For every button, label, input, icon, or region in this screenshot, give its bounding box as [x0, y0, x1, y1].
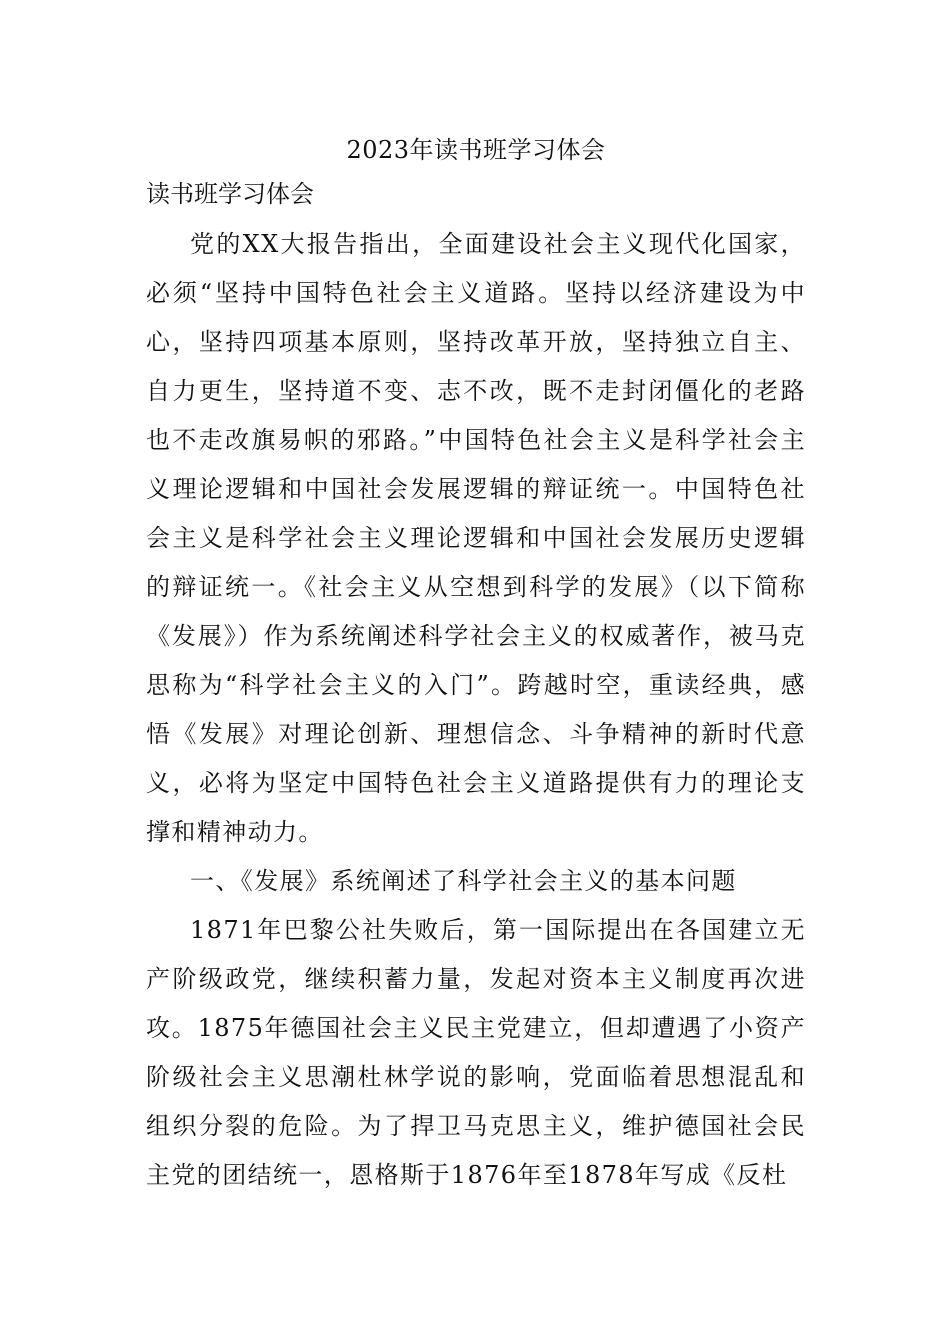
document-subtitle: 读书班学习体会	[146, 180, 314, 208]
section-heading-1: 一、《发展》系统阐述了科学社会主义的基本问题	[190, 867, 737, 895]
body-paragraph-2: 1871年巴黎公社失败后，第一国际提出在各国建立无产阶级政党，继续积蓄力量，发起对资本主义制度再次进攻。1875年德国社会主义民主党建立，但却遭遇了小资产阶级社会主义思潮杜林学说的影响，党面临着思想混乱和组织分裂的危险。为了捍卫马克思主义，维护德国社会民主党的团结统一，恩格斯于1876年至1878年写成《反杜	[146, 916, 806, 1189]
body-paragraph-1: 党的XX大报告指出，全面建设社会主义现代化国家，必须“坚持中国特色社会主义道路。坚持以经济建设为中心，坚持四项基本原则，坚持改革开放，坚持独立自主、自力更生，坚持道不变、志不改，既不走封闭僵化的老路也不走改旗易帜的邪路。”中国特色社会主义是科学社会主义理论逻辑和中国社会发展逻辑的辩证统一。中国特色社会主义是科学社会主义理论逻辑和中国社会发展历史逻辑的辩证统一。《社会主义从空想到科学的发展》（以下简称《发展》）作为系统阐述科学社会主义的权威著作，被马克思称为“科学社会主义的入门”。跨越时空，重读经典，感悟《发展》对理论创新、理想信念、斗争精神的新时代意义，必将为坚定中国特色社会主义道路提供有力的理论支撑和精神动力。	[146, 230, 806, 846]
document-title: 2023年读书班学习体会	[346, 136, 606, 164]
document-page	[146, 128, 806, 1200]
